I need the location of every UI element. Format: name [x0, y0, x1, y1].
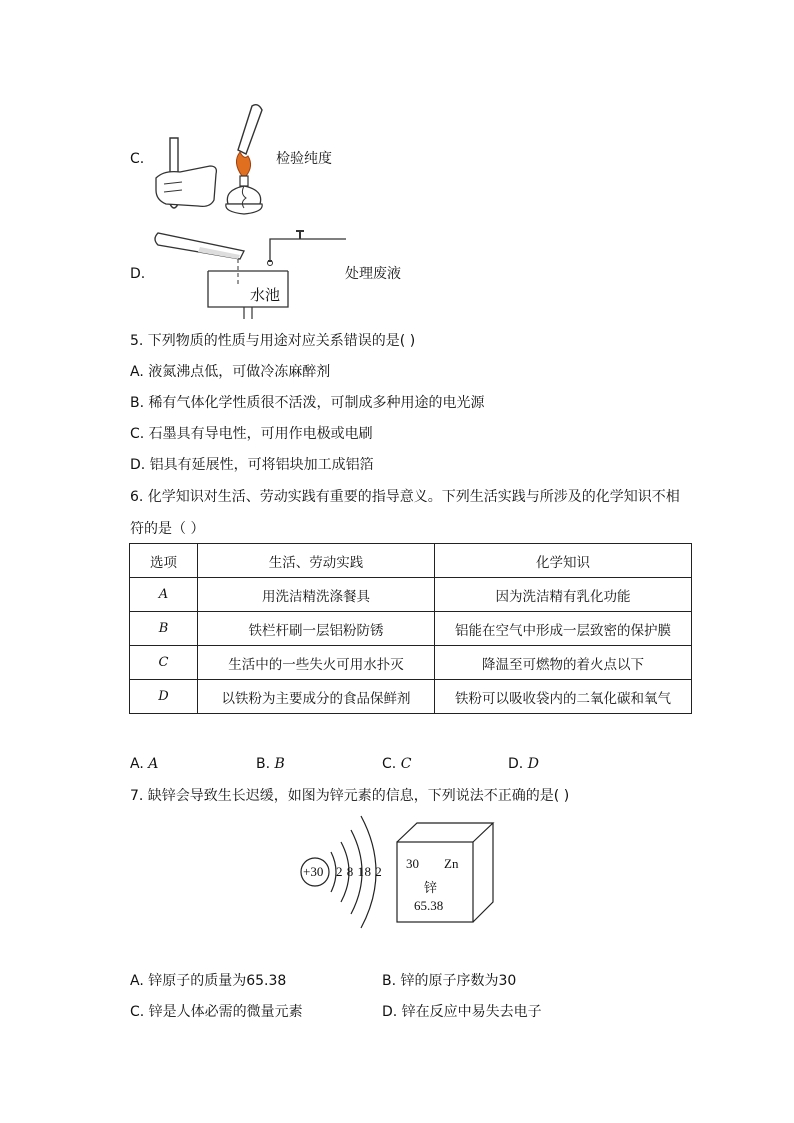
question-5-option-d: D. 铝具有延展性，可将铝块加工成铝箔 — [130, 457, 374, 473]
element-symbol: Zn — [444, 856, 459, 871]
atomic-number: 30 — [406, 856, 419, 871]
element-cube — [396, 822, 496, 924]
option-c-caption: 检验纯度 — [276, 151, 332, 167]
question-6-stem-line1: 6. 化学知识对生活、劳动实践有重要的指导意义。下列生活实践与所涉及的化学知识不相 — [130, 489, 680, 505]
question-7-stem: 7. 缺锌会导致生长迟缓，如图为锌元素的信息，下列说法不正确的是( ) — [130, 788, 570, 804]
element-name: 锌 — [424, 881, 438, 896]
table-header-option: 选项 — [130, 544, 198, 578]
table-row — [130, 612, 692, 646]
answer-label: B. — [256, 756, 271, 772]
table-header-practice: 生活、劳动实践 — [198, 544, 435, 578]
question-6-table — [129, 543, 692, 714]
question-7-option-c: C. 锌是人体必需的微量元素 — [130, 1004, 303, 1020]
question-6-answer-a — [130, 754, 158, 774]
question-7-option-a: A. 锌原子的质量为65.38 — [130, 973, 287, 989]
question-6-answer-d — [508, 754, 539, 774]
question-6-answer-c — [382, 754, 411, 774]
question-6-stem-line2: 符的是（ ） — [130, 521, 205, 537]
table-cell-practice: 以铁粉为主要成分的食品保鲜剂 — [198, 680, 435, 714]
answer-value: C — [400, 756, 412, 772]
table-cell-practice: 铁栏杆刷一层铝粉防锈 — [198, 612, 435, 646]
answer-label: C. — [382, 756, 397, 772]
question-7-option-b: B. 锌的原子序数为30 — [382, 973, 517, 989]
atomic-mass: 65.38 — [414, 898, 444, 913]
nucleus-charge: +30 — [303, 864, 324, 879]
option-c-label: C. — [130, 151, 145, 167]
table-cell-practice: 生活中的一些失火可用水扑灭 — [198, 646, 435, 680]
question-6-answer-b — [256, 754, 285, 774]
table-cell-knowledge: 降温至可燃物的着火点以下 — [435, 646, 692, 680]
table-row — [130, 578, 692, 612]
table-cell-knowledge: 铝能在空气中形成一层致密的保护膜 — [435, 612, 692, 646]
answer-label: D. — [508, 756, 524, 772]
purity-test-figure — [150, 100, 280, 218]
table-cell-option: C — [130, 646, 198, 680]
option-d-caption: 处理废液 — [345, 266, 401, 282]
table-header-knowledge: 化学知识 — [435, 544, 692, 578]
table-cell-option: B — [130, 612, 198, 646]
answer-label: A. — [130, 756, 144, 772]
answer-value: B — [274, 756, 285, 772]
question-5-option-c: C. 石墨具有导电性，可用作电极或电刷 — [130, 426, 373, 442]
table-cell-practice: 用洗洁精洗涤餐具 — [198, 578, 435, 612]
table-cell-knowledge: 因为洗洁精有乳化功能 — [435, 578, 692, 612]
answer-value: D — [527, 756, 539, 772]
table-cell-option: A — [130, 578, 198, 612]
table-header-row — [130, 544, 692, 578]
waste-liquid-figure — [150, 225, 350, 320]
table-cell-option: D — [130, 680, 198, 714]
table-row — [130, 646, 692, 680]
option-d-label: D. — [130, 266, 146, 282]
question-5-option-b: B. 稀有气体化学性质很不活泼，可制成多种用途的电光源 — [130, 395, 485, 411]
question-5-option-a: A. 液氮沸点低，可做冷冻麻醉剂 — [130, 364, 331, 380]
table-cell-knowledge: 铁粉可以吸收袋内的二氧化碳和氧气 — [435, 680, 692, 714]
question-5-stem: 5. 下列物质的性质与用途对应关系错误的是( ) — [130, 333, 416, 349]
table-row — [130, 680, 692, 714]
electron-shells: 2 8 18 2 — [336, 864, 383, 879]
question-7-option-d: D. 锌在反应中易失去电子 — [382, 1004, 542, 1020]
sink-label: 水池 — [250, 286, 281, 304]
answer-value: A — [148, 756, 159, 772]
